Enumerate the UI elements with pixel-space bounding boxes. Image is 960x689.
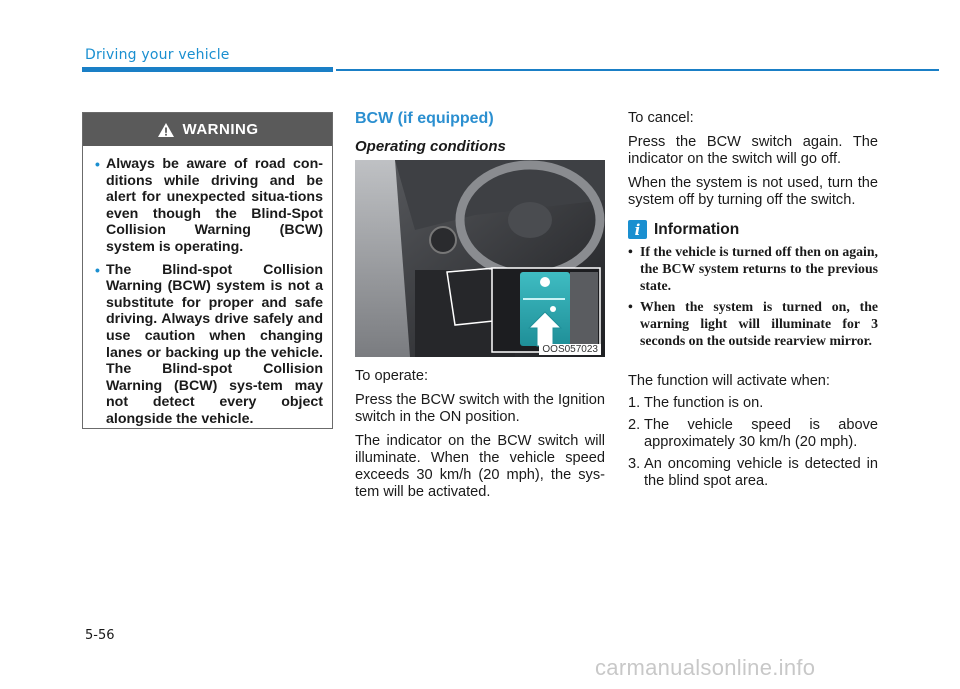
dashboard-illustration [355,160,605,357]
warning-label: WARNING [182,121,259,138]
cancel-paragraph-1: Press the BCW switch again. The indicator on the switch will go off. [628,134,878,167]
warning-item [95,262,323,428]
activate-item [628,395,878,412]
bullet-icon: • [628,244,633,259]
header-rule-thick [82,67,333,72]
bullet-icon: • [628,299,633,315]
figure-label: OOS057023 [539,344,601,355]
activate-item-text: An oncoming vehicle is detected in the blind spot area. [644,455,878,489]
information-item-text: When the system is turned on, the warning light will illuminate for 3 seconds on the outside rearview mirror. [640,299,878,348]
section-header: Driving your vehicle [85,47,230,63]
watermark: carmanualsonline.info [595,655,816,680]
operating-conditions-heading: Operating conditions [355,138,506,155]
page-number: 5-56 [85,628,115,643]
information-title: Information [654,220,740,238]
warning-triangle-icon [157,122,175,138]
cancel-paragraph-2: When the system is not used, turn the system off by turning off the switch. [628,175,878,208]
information-item-text: If the vehicle is turned off then on again, the BCW system returns to the previous state. [640,244,878,293]
activate-item-text: The function is on. [644,394,764,411]
cancel-label: To cancel: [628,110,694,126]
information-heading [628,220,878,239]
information-icon: i [628,220,647,239]
activate-item-number: 2. [628,416,641,433]
header-rule-thin [336,69,939,71]
warning-item-text: Always be aware of road con-ditions while driving and be alert for unexpected situa-tions even though the Blind-Spot Collision Warning (BCW) system is operating. [106,156,323,255]
bcw-column [355,110,605,501]
activate-item-number: 1. [628,394,641,411]
bullet-icon: • [95,261,100,278]
information-item [628,299,878,349]
bcw-title: BCW (if equipped) [355,110,494,127]
activate-item [628,456,878,490]
warning-item-text: The Blind-spot Collision Warning (BCW) system is not a substitute for proper and safe driving. Always drive safely and use caution when changing lanes or backing up the vehicle. The Blind-spot Collision Warning (BCW) sys-tem may not detect every object alongside the vehicle. [106,261,323,427]
information-item [628,244,878,294]
operate-paragraph-1: Press the BCW switch with the Ignition switch in the ON position. [355,392,605,425]
cancel-column [628,110,878,490]
operate-paragraph-2: The indicator on the BCW switch will illuminate. When the vehicle speed exceeds 30 km/h (20 mph), the sys-tem will be activated. [355,433,605,500]
operate-label: To operate: [355,368,429,384]
activate-intro: The function will activate when: [628,372,830,389]
bcw-switch-figure [355,160,605,357]
warning-box [82,112,333,429]
warning-item [95,156,323,256]
activate-item [628,417,878,451]
warning-header [83,113,332,146]
bullet-icon: • [95,156,100,172]
activate-item-text: The vehicle speed is above approximately 30 km/h (20 mph). [644,416,878,450]
warning-body [83,146,332,428]
activate-item-number: 3. [628,455,641,472]
